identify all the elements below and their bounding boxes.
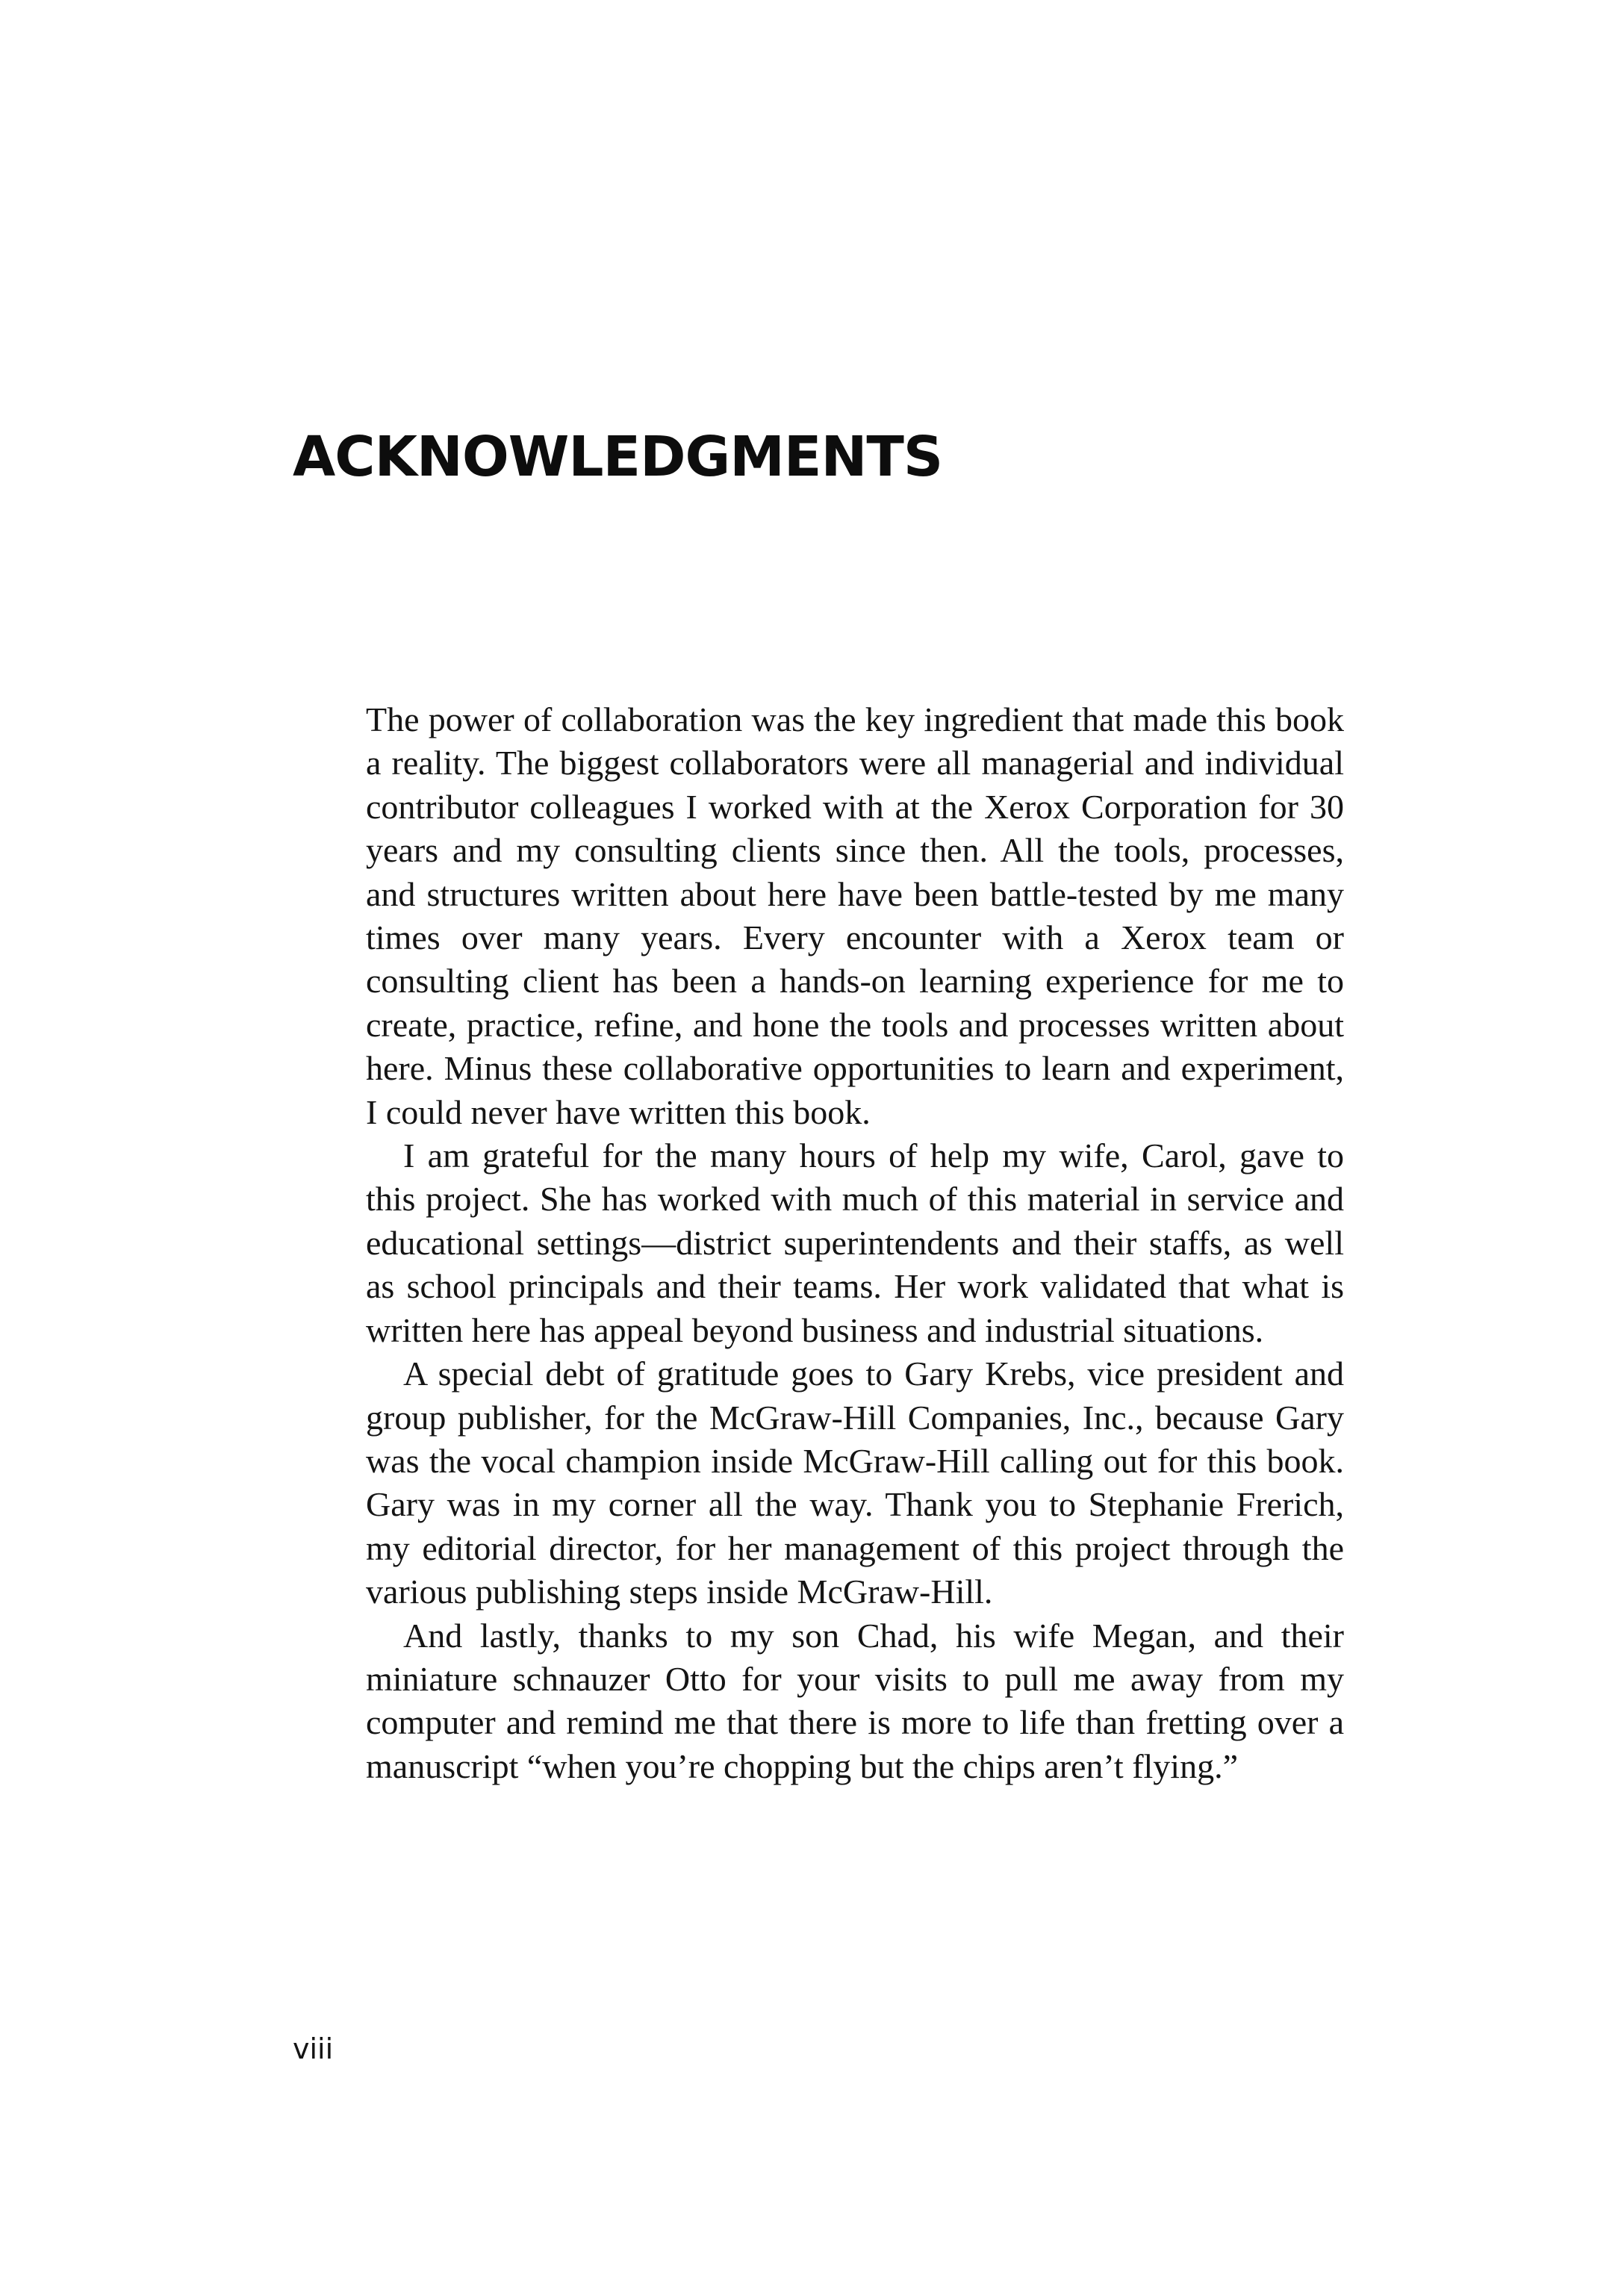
paragraph: A special debt of gratitude goes to Gary Krebs, vice president and group publisher, for the McGraw-Hill Companies, Inc., because Gary was the vocal champion inside McGraw-Hill calling out for this book. Gary was in my corner all the way. Thank you to Stephanie Frerich, my editorial director, for her management of this project through the various publishing steps inside McGraw-Hill.: [366, 1354, 1344, 1611]
paragraph: I am grateful for the many hours of help my wife, Carol, gave to this project. She has worked with much of this material in service and educational settings—district superintendents and their staffs, as well as school principals and their teams. Her work validated that what is written here has appeal beyond business and industrial situations.: [366, 1136, 1344, 1349]
acknowledgments-body: [366, 698, 1344, 1788]
page-number: viii: [293, 2032, 334, 2065]
paragraph: And lastly, thanks to my son Chad, his wife Megan, and their miniature schnauzer Otto for your visits to pull me away from my computer and remind me that there is more to life than fretting over a manuscript “when you’re chopping but the chips aren’t flying.”: [366, 1616, 1344, 1785]
page-title: ACKNOWLEDGMENTS: [293, 425, 943, 489]
paragraph: The power of collaboration was the key ingredient that made this book a reality. The biggest collaborators were all managerial and individual contributor colleagues I worked with at the Xerox Corporation for 30 years and my consulting clients since then. All the tools, processes, and structures written about here have been battle-tested by me many times over many years. Every encounter with a Xerox team or consulting client has been a hands-on learning experience for me to create, practice, refine, and hone the tools and processes written about here. Minus these collaborative opportunities to learn and experiment, I could never have written this book.: [366, 700, 1344, 1131]
